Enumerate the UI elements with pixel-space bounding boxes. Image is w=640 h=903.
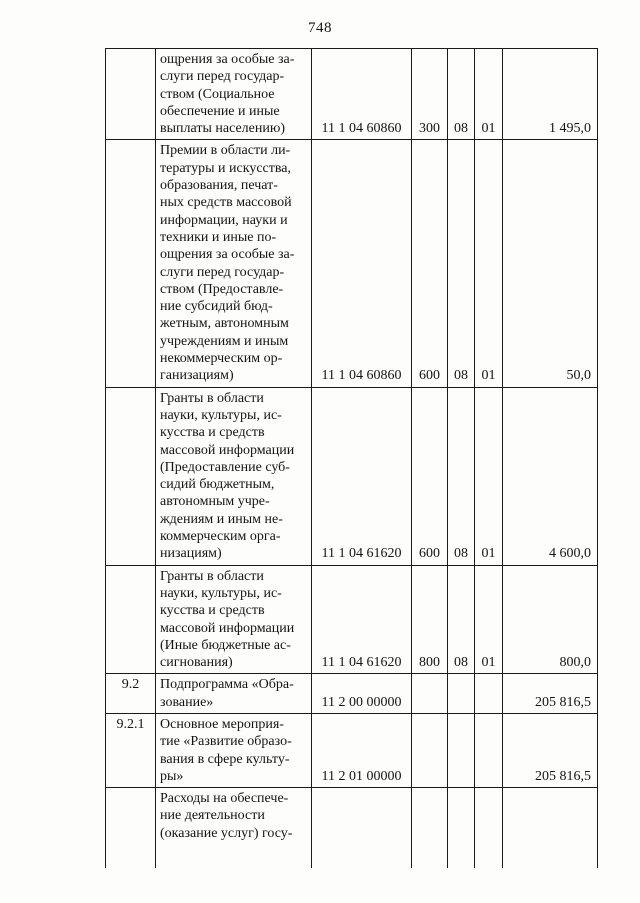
description-cell: Подпрограмма «Обра- зование»	[156, 674, 312, 714]
budget-code-cell: 11 2 00 00000	[312, 674, 412, 714]
description-cell: Гранты в области науки, культуры, ис- кусства и средств массовой информации (Предоставление суб- сидий бюджетным, автономным учре- ждениям и иным не- коммерческим орга- низациям)	[156, 387, 312, 565]
expense-type-cell	[412, 788, 448, 869]
amount-cell: 1 495,0	[503, 49, 598, 140]
subsection-cell: 01	[475, 565, 503, 674]
table-row	[106, 565, 598, 674]
table-row	[106, 49, 598, 140]
subsection-cell: 01	[475, 49, 503, 140]
section-cell	[448, 788, 475, 869]
table-row	[106, 713, 598, 787]
subsection-cell: 01	[475, 140, 503, 387]
amount-cell	[503, 788, 598, 869]
subsection-cell: 01	[475, 387, 503, 565]
row-index-cell	[106, 140, 156, 387]
row-index-cell	[106, 387, 156, 565]
subsection-cell	[475, 674, 503, 714]
description-cell: ощрения за особые за- слуги перед государ- ством (Социальное обеспечение и иные выплаты населению)	[156, 49, 312, 140]
budget-code-cell: 11 1 04 61620	[312, 565, 412, 674]
section-cell: 08	[448, 387, 475, 565]
table-row	[106, 387, 598, 565]
budget-table	[105, 48, 598, 868]
expense-type-cell: 600	[412, 140, 448, 387]
amount-cell: 50,0	[503, 140, 598, 387]
description-cell: Расходы на обеспече- ние деятельности (оказание услуг) госу-	[156, 788, 312, 869]
table-row	[106, 674, 598, 714]
budget-code-cell: 11 2 01 00000	[312, 713, 412, 787]
page-number: 748	[308, 20, 332, 36]
table-row-cut-off	[106, 788, 598, 869]
description-cell: Основное мероприя- тие «Развитие образо- вания в сфере культу- ры»	[156, 713, 312, 787]
description-cell: Гранты в области науки, культуры, ис- кусства и средств массовой информации (Иные бюджетные ас- сигнования)	[156, 565, 312, 674]
subsection-cell	[475, 788, 503, 869]
budget-code-cell: 11 1 04 60860	[312, 140, 412, 387]
row-index-cell: 9.2.1	[106, 713, 156, 787]
section-cell: 08	[448, 565, 475, 674]
expense-type-cell	[412, 674, 448, 714]
section-cell	[448, 713, 475, 787]
section-cell: 08	[448, 49, 475, 140]
row-index-cell	[106, 49, 156, 140]
amount-cell: 205 816,5	[503, 713, 598, 787]
subsection-cell	[475, 713, 503, 787]
section-cell	[448, 674, 475, 714]
description-cell: Премии в области ли- тературы и искусства, образования, печат- ных средств массовой информации, науки и техники и иные по- ощрения за особые за- слуги перед государ- ством (Предоставле- ние субсидий бюд- жетным, автономным учреждениям и иным некоммерческим ор- ганизациям)	[156, 140, 312, 387]
expense-type-cell: 600	[412, 387, 448, 565]
expense-type-cell: 800	[412, 565, 448, 674]
row-index-cell: 9.2	[106, 674, 156, 714]
table-row	[106, 140, 598, 387]
amount-cell: 800,0	[503, 565, 598, 674]
row-index-cell	[106, 565, 156, 674]
budget-code-cell	[312, 788, 412, 869]
expense-type-cell: 300	[412, 49, 448, 140]
amount-cell: 4 600,0	[503, 387, 598, 565]
budget-code-cell: 11 1 04 60860	[312, 49, 412, 140]
row-index-cell	[106, 788, 156, 869]
expense-type-cell	[412, 713, 448, 787]
amount-cell: 205 816,5	[503, 674, 598, 714]
budget-code-cell: 11 1 04 61620	[312, 387, 412, 565]
section-cell: 08	[448, 140, 475, 387]
